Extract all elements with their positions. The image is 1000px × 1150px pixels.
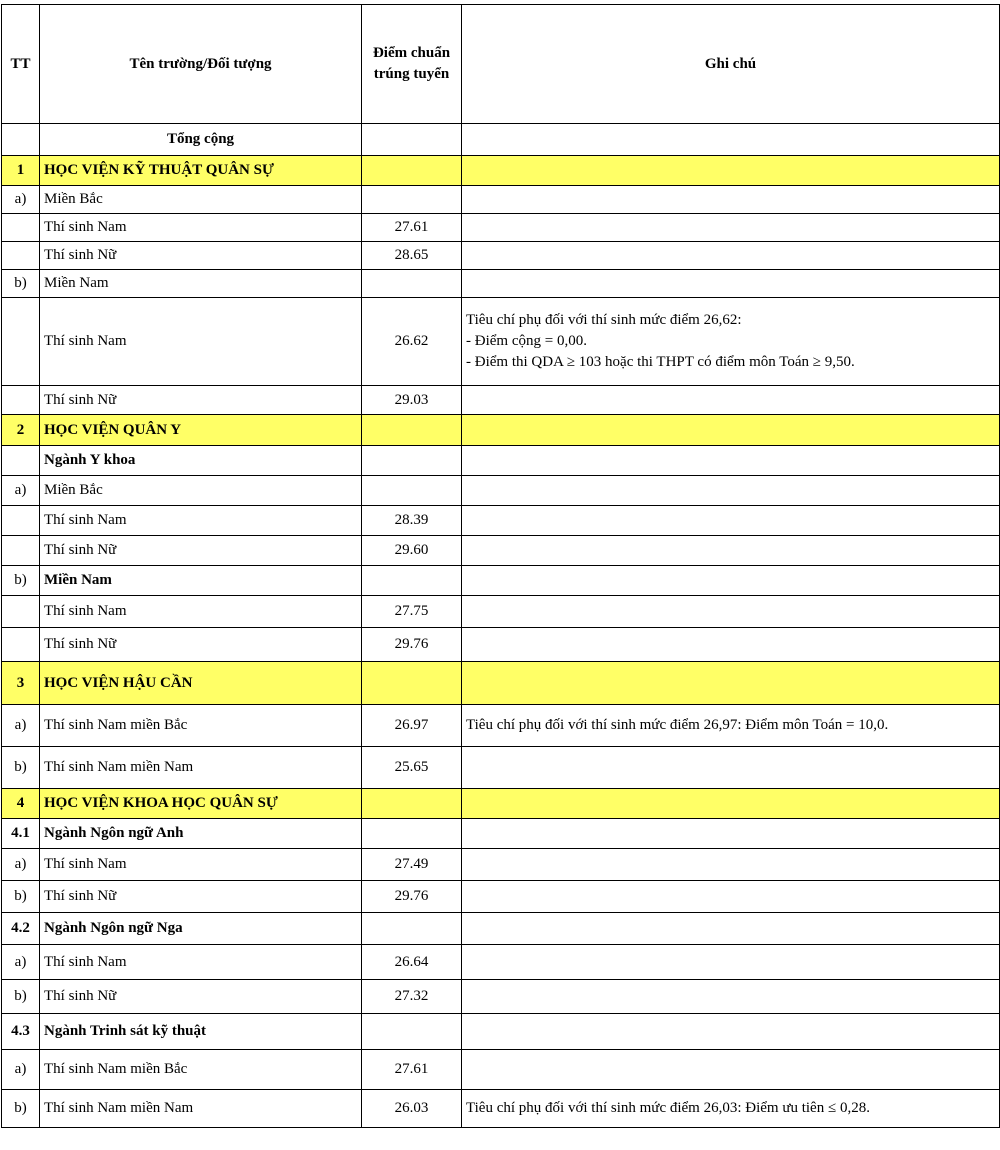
row-number: a) (2, 849, 40, 881)
table-body (2, 124, 1000, 1128)
score-value (362, 1014, 462, 1050)
row-number (2, 506, 40, 536)
table-row (2, 628, 1000, 662)
row-label: HỌC VIỆN KỸ THUẬT QUÂN SỰ (40, 156, 362, 186)
note-cell: Tiêu chí phụ đối với thí sinh mức điểm 26,97: Điểm môn Toán = 10,0. (462, 705, 1000, 747)
row-number (2, 214, 40, 242)
table-row (2, 214, 1000, 242)
row-label: Thí sinh Nam miền Bắc (40, 705, 362, 747)
table-row (2, 536, 1000, 566)
header-row (2, 5, 1000, 124)
note-cell (462, 789, 1000, 819)
score-value (362, 913, 462, 945)
score-value: 29.03 (362, 386, 462, 415)
row-label: Miền Nam (40, 566, 362, 596)
row-label: Ngành Trinh sát kỹ thuật (40, 1014, 362, 1050)
row-number: b) (2, 566, 40, 596)
note-cell: Tiêu chí phụ đối với thí sinh mức điểm 26,03: Điểm ưu tiên ≤ 0,28. (462, 1090, 1000, 1128)
table-row (2, 945, 1000, 980)
score-value (362, 186, 462, 214)
table-row (2, 1014, 1000, 1050)
table-row (2, 849, 1000, 881)
note-cell (462, 1014, 1000, 1050)
row-number: 3 (2, 662, 40, 705)
row-label: Thí sinh Nam (40, 506, 362, 536)
row-label: HỌC VIỆN HẬU CẦN (40, 662, 362, 705)
row-number: b) (2, 881, 40, 913)
note-cell (462, 596, 1000, 628)
note-cell (462, 214, 1000, 242)
note-cell (462, 747, 1000, 789)
row-number (2, 446, 40, 476)
row-number (2, 242, 40, 270)
score-value (362, 156, 462, 186)
note-cell (462, 415, 1000, 446)
row-number: a) (2, 1050, 40, 1090)
table-row (2, 913, 1000, 945)
row-label: HỌC VIỆN KHOA HỌC QUÂN SỰ (40, 789, 362, 819)
table-row (2, 1050, 1000, 1090)
row-label: Miền Bắc (40, 476, 362, 506)
school-row (2, 789, 1000, 819)
header-score (362, 5, 462, 124)
admission-score-table (1, 4, 1000, 1128)
score-value: 25.65 (362, 747, 462, 789)
score-value: 27.75 (362, 596, 462, 628)
note-cell (462, 270, 1000, 298)
table-row (2, 566, 1000, 596)
row-number (2, 628, 40, 662)
row-label: Ngành Y khoa (40, 446, 362, 476)
note-cell (462, 913, 1000, 945)
row-number (2, 596, 40, 628)
total-row (2, 124, 1000, 156)
table-row (2, 819, 1000, 849)
table-row (2, 386, 1000, 415)
table-row (2, 186, 1000, 214)
header-tt: TT (2, 5, 40, 124)
score-value: 27.32 (362, 980, 462, 1014)
note-cell (462, 628, 1000, 662)
row-label: Thí sinh Nam miền Bắc (40, 1050, 362, 1090)
score-value (362, 446, 462, 476)
row-label: Thí sinh Nam miền Nam (40, 1090, 362, 1128)
note-cell (462, 980, 1000, 1014)
note-cell (462, 536, 1000, 566)
row-label: Thí sinh Nam (40, 596, 362, 628)
row-label: HỌC VIỆN QUÂN Y (40, 415, 362, 446)
row-label: Thí sinh Nữ (40, 980, 362, 1014)
note-cell (462, 156, 1000, 186)
score-value (362, 789, 462, 819)
score-value: 26.97 (362, 705, 462, 747)
score-value: 29.60 (362, 536, 462, 566)
table-row (2, 476, 1000, 506)
school-row (2, 156, 1000, 186)
row-number: a) (2, 705, 40, 747)
header-score-line1: Điểm chuẩn (372, 45, 451, 61)
table-row (2, 242, 1000, 270)
row-number: 4.3 (2, 1014, 40, 1050)
table-cell (2, 124, 40, 156)
row-number: b) (2, 270, 40, 298)
row-number: 4 (2, 789, 40, 819)
score-value (362, 476, 462, 506)
row-number: 4.2 (2, 913, 40, 945)
note-cell (462, 881, 1000, 913)
note-cell (462, 506, 1000, 536)
table-cell (462, 124, 1000, 156)
score-value: 29.76 (362, 881, 462, 913)
note-cell (462, 1050, 1000, 1090)
note-cell (462, 242, 1000, 270)
row-number: 1 (2, 156, 40, 186)
row-label: Thí sinh Nữ (40, 536, 362, 566)
header-score-line2: trúng tuyển (373, 66, 450, 82)
note-cell (462, 386, 1000, 415)
row-number: b) (2, 1090, 40, 1128)
table-row (2, 506, 1000, 536)
note-cell (462, 186, 1000, 214)
table-row (2, 1090, 1000, 1128)
row-label: Thí sinh Nữ (40, 386, 362, 415)
row-number: a) (2, 186, 40, 214)
row-label: Miền Bắc (40, 186, 362, 214)
note-line: Tiêu chí phụ đối với thí sinh mức điểm 26,62: (466, 312, 742, 328)
score-value: 27.61 (362, 214, 462, 242)
row-number: a) (2, 945, 40, 980)
table-row (2, 705, 1000, 747)
score-value (362, 270, 462, 298)
row-number: 2 (2, 415, 40, 446)
note-cell (462, 446, 1000, 476)
score-value: 26.03 (362, 1090, 462, 1128)
row-number (2, 386, 40, 415)
row-label: Thí sinh Nữ (40, 242, 362, 270)
row-label: Ngành Ngôn ngữ Nga (40, 913, 362, 945)
score-value: 28.65 (362, 242, 462, 270)
score-value: 27.49 (362, 849, 462, 881)
score-value: 26.64 (362, 945, 462, 980)
score-value (362, 415, 462, 446)
score-value: 27.61 (362, 1050, 462, 1090)
row-label: Thí sinh Nam miền Nam (40, 747, 362, 789)
row-label: Miền Nam (40, 270, 362, 298)
note-cell (462, 662, 1000, 705)
table-cell (362, 124, 462, 156)
score-value: 29.76 (362, 628, 462, 662)
table-row (2, 298, 1000, 386)
row-label: Thí sinh Nam (40, 849, 362, 881)
table-row (2, 747, 1000, 789)
row-number (2, 536, 40, 566)
score-value: 26.62 (362, 298, 462, 386)
row-label: Thí sinh Nam (40, 214, 362, 242)
row-number: b) (2, 980, 40, 1014)
row-label: Thí sinh Nữ (40, 628, 362, 662)
row-number (2, 298, 40, 386)
row-number: b) (2, 747, 40, 789)
table-row (2, 881, 1000, 913)
table-row (2, 446, 1000, 476)
note-line: - Điểm cộng = 0,00. (466, 333, 587, 349)
row-label: Thí sinh Nam (40, 298, 362, 386)
note-cell (462, 298, 1000, 386)
total-label: Tổng cộng (40, 124, 362, 156)
school-row (2, 415, 1000, 446)
header-note: Ghi chú (462, 5, 1000, 124)
score-value (362, 662, 462, 705)
row-number: a) (2, 476, 40, 506)
table-row (2, 596, 1000, 628)
note-cell (462, 945, 1000, 980)
table-row (2, 980, 1000, 1014)
score-value: 28.39 (362, 506, 462, 536)
school-row (2, 662, 1000, 705)
note-cell (462, 819, 1000, 849)
table-row (2, 270, 1000, 298)
row-label: Thí sinh Nam (40, 945, 362, 980)
score-value (362, 819, 462, 849)
score-value (362, 566, 462, 596)
row-number: 4.1 (2, 819, 40, 849)
header-name: Tên trường/Đối tượng (40, 5, 362, 124)
note-line: - Điểm thi QDA ≥ 103 hoặc thi THPT có điểm môn Toán ≥ 9,50. (466, 354, 855, 370)
row-label: Ngành Ngôn ngữ Anh (40, 819, 362, 849)
note-cell (462, 566, 1000, 596)
note-cell (462, 476, 1000, 506)
note-cell (462, 849, 1000, 881)
row-label: Thí sinh Nữ (40, 881, 362, 913)
